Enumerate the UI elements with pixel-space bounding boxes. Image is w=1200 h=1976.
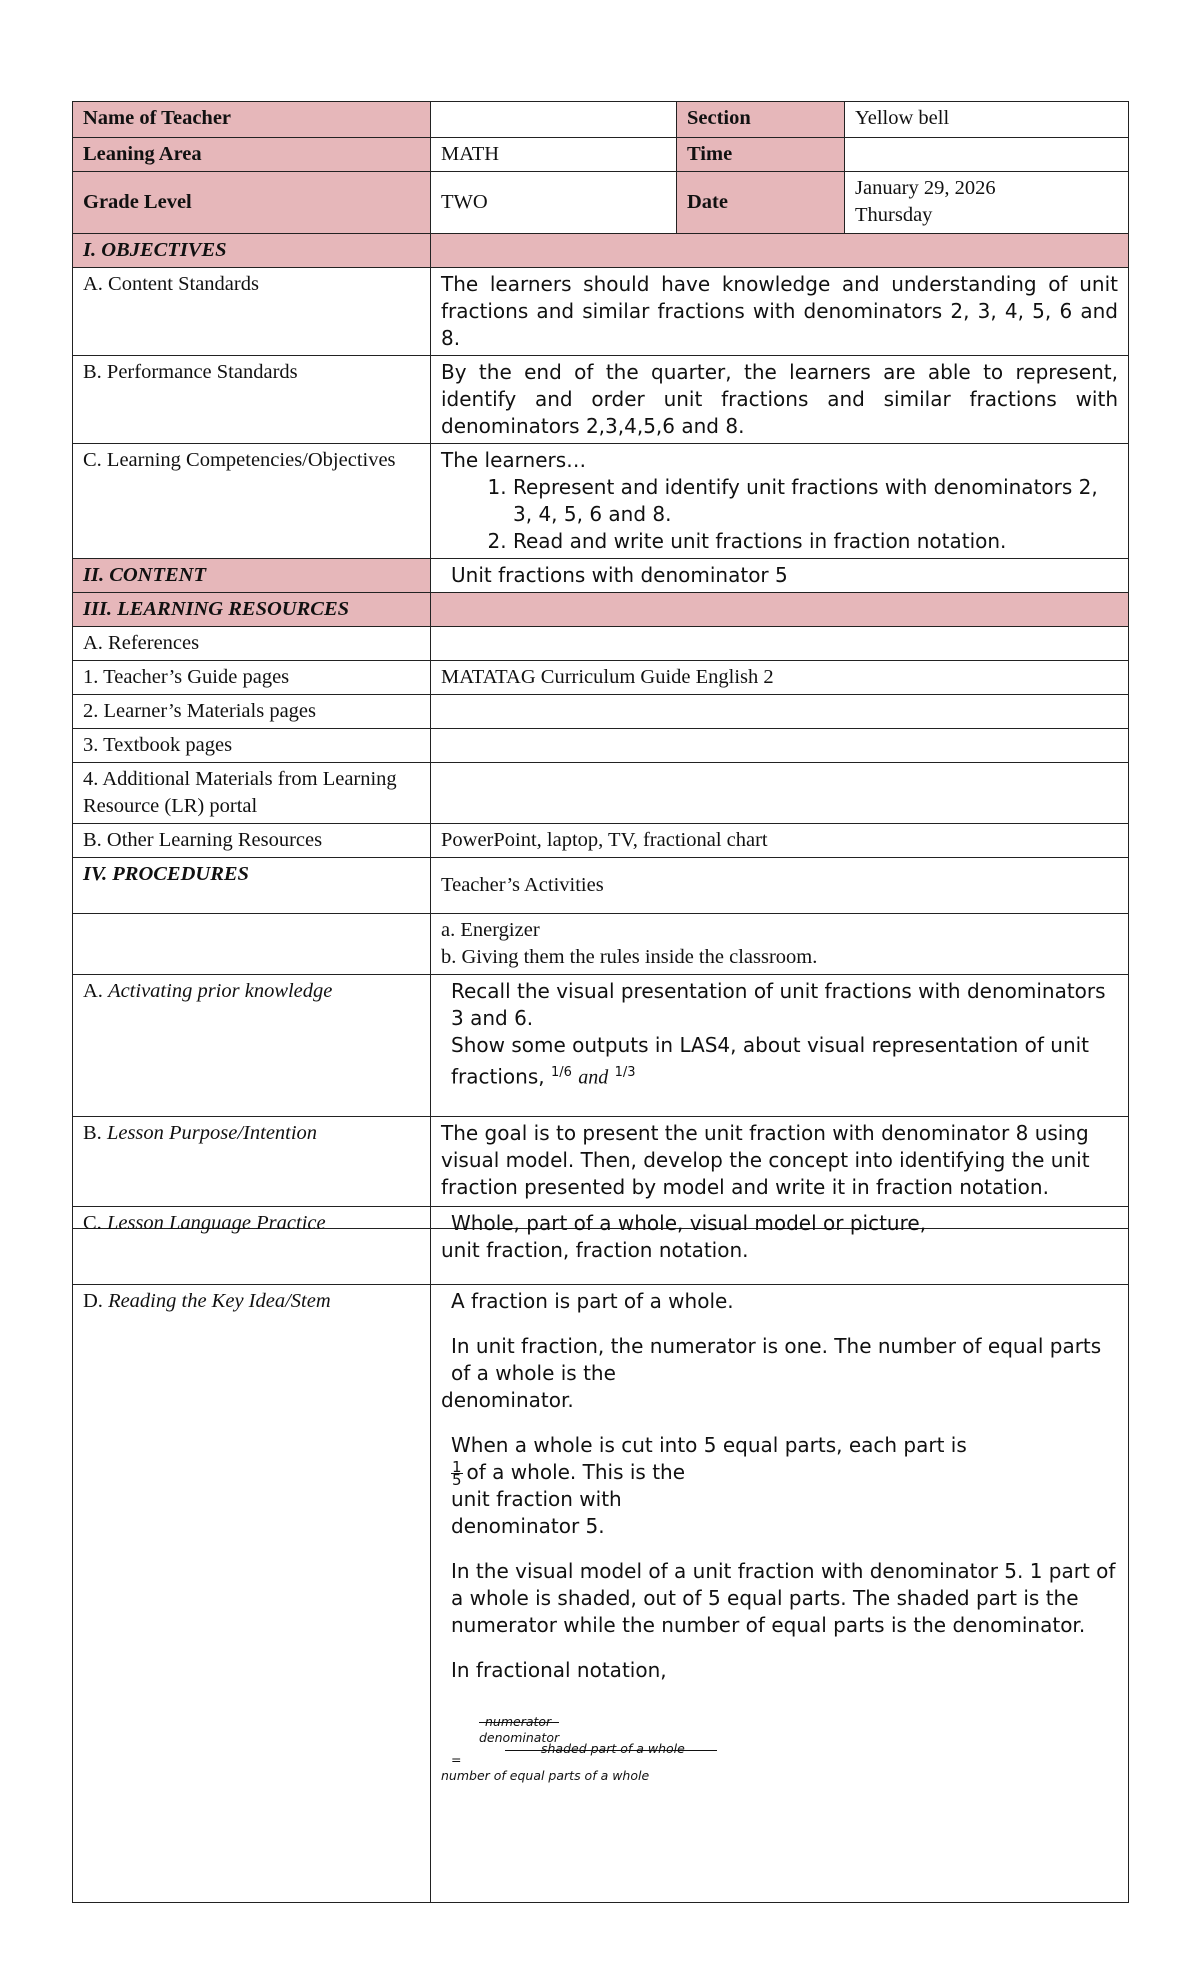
key-idea-label <box>73 1285 431 1903</box>
additional-materials-value <box>431 763 1129 824</box>
content-standards-text: The learners should have knowledge and understanding of unit fractions and similar fractions with denominators 2, 3, 4, 5, 6 and 8. <box>431 268 1129 356</box>
key-idea-paragraph-2: In unit fraction, the numerator is one. The number of equal parts of a whole is the <box>451 1334 1102 1385</box>
textbook-pages-value <box>431 729 1129 763</box>
content-topic: Unit fractions with denominator 5 <box>431 559 1129 593</box>
teachers-guide-value: MATATAG Curriculum Guide English 2 <box>431 661 1129 695</box>
key-idea-paragraph-3-line-4: denominator 5. <box>451 1514 605 1538</box>
fraction-notation-formula <box>441 1684 1118 1783</box>
key-idea-paragraph-1: A fraction is part of a whole. <box>451 1289 734 1313</box>
competencies-list <box>441 474 1118 555</box>
classroom-rules-text: b. Giving them the rules inside the classroom. <box>441 946 818 968</box>
key-idea-title: Reading the Key Idea/Stem <box>108 1290 331 1312</box>
key-idea-content <box>431 1285 1129 1903</box>
purpose-prefix: B. <box>83 1122 102 1144</box>
key-idea-paragraph-3-line-1: When a whole is cut into 5 equal parts, each part is <box>451 1433 967 1457</box>
day-text: Thursday <box>855 204 933 226</box>
procedures-heading: IV. PROCEDURES <box>73 858 431 914</box>
activating-text-2: Show some outputs in LAS4, about visual representation of unit fractions, $^{1/6}$ and $^{1/3}$ <box>451 1033 1090 1089</box>
learning-competencies-cell <box>431 444 1129 559</box>
notation-equals: = <box>451 1752 462 1767</box>
references-value <box>431 627 1129 661</box>
key-idea-paragraph-3-line-2: $\frac{1}{5}$ of a whole. This is the <box>452 1458 686 1489</box>
additional-materials-label: 4. Additional Materials from Learning Resource (LR) portal <box>73 763 431 824</box>
fraction-denominator: 5 <box>452 1471 462 1489</box>
fraction-one-sixth: 1/6 <box>550 1065 572 1080</box>
performance-standards-text: By the end of the quarter, the learners are able to represent, identify and order unit fractions and similar fractions with denominators 2,3,4,5,6 and 8. <box>431 356 1129 444</box>
key-idea-paragraph-4: In the visual model of a unit fraction with denominator 5. 1 part of a whole is shaded, out of 5 equal parts. The shaded part is the numerator while the number of equal parts is the denominator. <box>451 1559 1116 1637</box>
section-value: Yellow bell <box>845 102 1129 138</box>
purpose-title: Lesson Purpose/Intention <box>106 1122 318 1144</box>
energizer-text: a. Energizer <box>441 919 540 941</box>
notation-denominator: denominator <box>479 1730 560 1745</box>
key-idea-prefix: D. <box>83 1290 103 1312</box>
competency-item: 1. Represent and identify unit fractions with denominators 2, 3, 4, 5, 6 and 8. <box>513 474 1118 528</box>
lesson-plan-table-2 <box>72 1206 1129 1903</box>
language-practice-text <box>431 1207 1129 1285</box>
learning-resources-heading: III. LEARNING RESOURCES <box>73 593 431 627</box>
references-label: A. References <box>73 627 431 661</box>
teacher-activities-header: Teacher’s Activities <box>431 858 1129 914</box>
activating-text-1: Recall the visual presentation of unit fractions with denominators 3 and 6. <box>451 979 1106 1030</box>
competencies-intro: The learners… <box>441 448 587 472</box>
time-value <box>845 138 1129 172</box>
activating-title: Activating prior knowledge <box>108 980 333 1002</box>
textbook-pages-label: 3. Textbook pages <box>73 729 431 763</box>
grade-level-value: TWO <box>431 172 677 234</box>
learning-competencies-label: C. Learning Competencies/Objectives <box>73 444 431 559</box>
key-idea-paragraph-2-end: denominator. <box>441 1388 574 1412</box>
date-label: Date <box>677 172 845 234</box>
fraction-one-fifth <box>451 1458 463 1489</box>
activating-prior-knowledge-label <box>73 975 431 1117</box>
fraction-one-third: 1/3 <box>614 1065 636 1080</box>
content-standards-label: A. Content Standards <box>73 268 431 356</box>
time-label: Time <box>677 138 845 172</box>
objectives-heading-fill <box>431 234 1129 268</box>
name-of-teacher-label: Name of Teacher <box>73 102 431 138</box>
preliminary-label <box>73 914 431 975</box>
language-text-2: unit fraction, fraction notation. <box>441 1238 749 1262</box>
language-title: Lesson Language Practice <box>106 1212 326 1234</box>
preliminary-activities <box>431 914 1129 975</box>
learners-materials-value <box>431 695 1129 729</box>
name-of-teacher-value <box>431 102 677 138</box>
content-heading: II. CONTENT <box>73 559 431 593</box>
key-idea-paragraph-3 <box>441 1432 1118 1540</box>
notation-parts: number of equal parts of a whole <box>441 1768 650 1783</box>
performance-standards-label: B. Performance Standards <box>73 356 431 444</box>
key-idea-paragraph-5: In fractional notation, <box>451 1658 667 1682</box>
language-practice-label <box>73 1207 431 1285</box>
fraction-numerator: 1 <box>452 1458 462 1476</box>
objectives-heading: I. OBJECTIVES <box>73 234 431 268</box>
section-label: Section <box>677 102 845 138</box>
date-value <box>845 172 1129 234</box>
notation-numerator: numerator <box>485 1714 552 1729</box>
lesson-purpose-text: The goal is to present the unit fraction with denominator 8 using visual model. Then, develop the concept into identifying the unit fraction presented by model and write it in fraction notation. <box>431 1117 1129 1229</box>
notation-shaded: shaded part of a whole <box>541 1741 685 1756</box>
lesson-plan-table-1 <box>72 101 1129 1229</box>
date-text: January 29, 2026 <box>855 177 996 199</box>
other-resources-value: PowerPoint, laptop, TV, fractional chart <box>431 824 1129 858</box>
grade-level-label: Grade Level <box>73 172 431 234</box>
learning-area-label: Leaning Area <box>73 138 431 172</box>
language-text-1: Whole, part of a whole, visual model or picture, <box>451 1211 927 1235</box>
competency-item: 2. Read and write unit fractions in fraction notation. <box>513 528 1118 555</box>
activating-prefix: A. <box>83 980 103 1002</box>
language-prefix: C. <box>83 1212 102 1234</box>
learners-materials-label: 2. Learner’s Materials pages <box>73 695 431 729</box>
key-idea-paragraph-3-line-3: unit fraction with <box>451 1487 622 1511</box>
teachers-guide-label: 1. Teacher’s Guide pages <box>73 661 431 695</box>
learning-area-value: MATH <box>431 138 677 172</box>
other-resources-label: B. Other Learning Resources <box>73 824 431 858</box>
learning-resources-heading-fill <box>431 593 1129 627</box>
and-text: and <box>578 1066 609 1089</box>
activating-prior-knowledge-text <box>431 975 1129 1117</box>
